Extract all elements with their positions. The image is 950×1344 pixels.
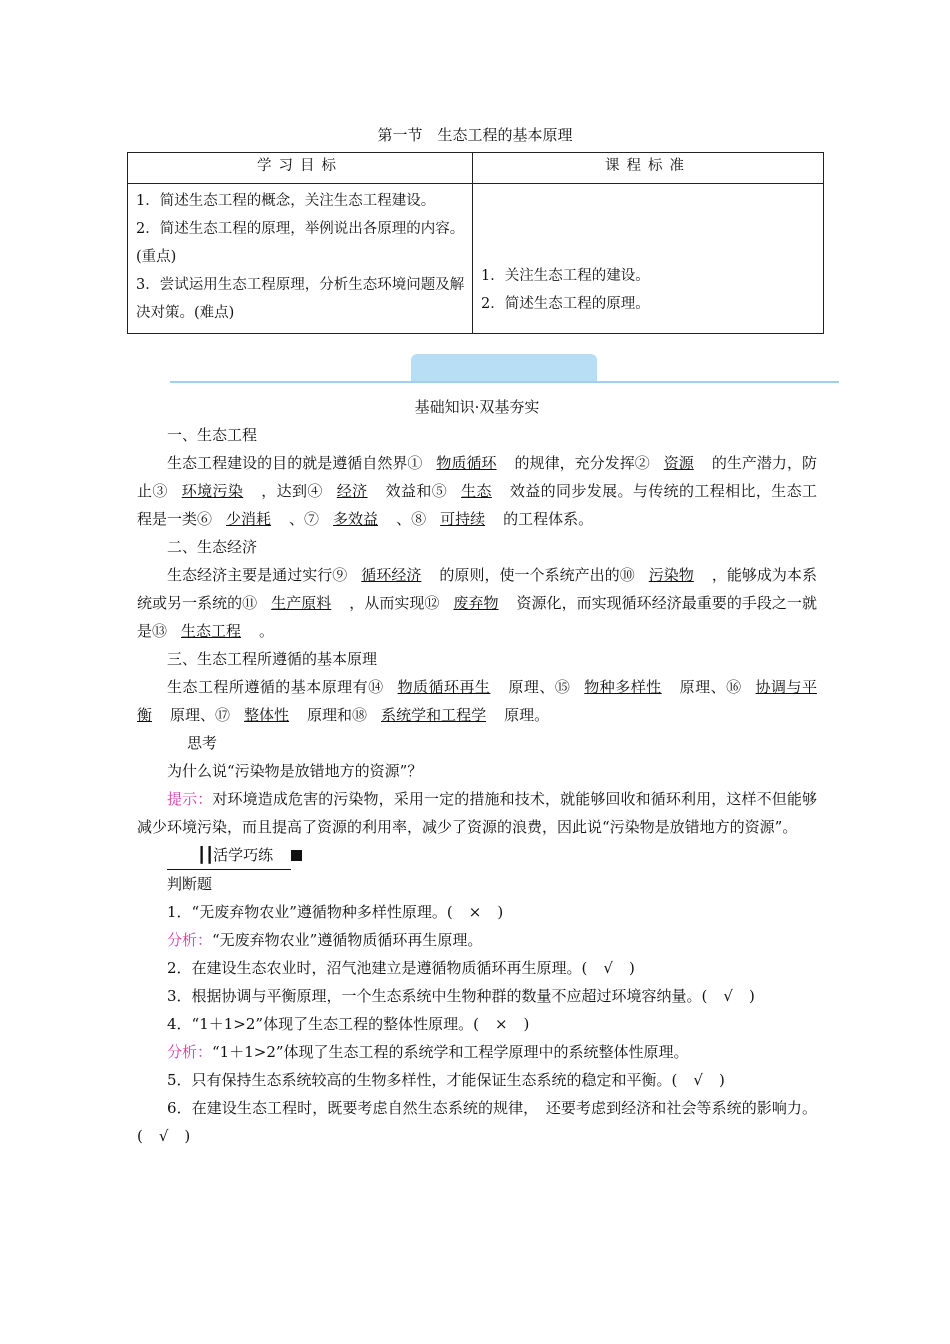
section-title: 基础知识·双基夯实 — [414, 398, 540, 416]
answer-mark: √ — [603, 959, 613, 977]
answer-blank: 污染物 — [648, 566, 694, 584]
square-icon — [291, 850, 302, 861]
objectives-table — [127, 152, 824, 334]
analysis-item: 分析：“1＋1>2”体现了生态工程的系统学和工程学原理中的系统整体性原理。 — [167, 1043, 689, 1061]
answer-mark: √ — [693, 1071, 703, 1089]
goal-item: 3．尝试运用生态工程原理，分析生态环境问题及解决对策。(难点) — [136, 277, 465, 321]
answer-blank: 循环经济 — [361, 566, 422, 584]
header-course-standards: 课程标准 — [473, 153, 824, 184]
heading-ecological-economy: 二、生态经济 — [167, 538, 258, 556]
goal-item: 2．简述生态工程的原理，举例说出各原理的内容。(重点) — [136, 221, 465, 265]
answer-blank: 少消耗 — [226, 510, 272, 528]
question-item: 2．在建设生态农业时，沼气池建立是遵循物质循环再生原理。( √ ) — [167, 959, 635, 977]
bars-icon: ┃┃ — [197, 846, 214, 864]
answer-mark: √ — [158, 1127, 169, 1145]
answer-blank: 物质循环 — [436, 454, 497, 472]
answer-mark: × — [468, 903, 482, 921]
question-type: 判断题 — [167, 875, 213, 893]
analysis-label: 分析： — [167, 1043, 213, 1061]
practice-heading: ┃┃活学巧练 — [137, 841, 817, 870]
answer-blank: 多效益 — [333, 510, 379, 528]
think-hint: 提示：对环境造成危害的污染物，采用一定的措施和技术，就能够回收和循环利用，这样不但能够减少环境污染，而且提高了资源的利用率，减少了资源的浪费，因此说“污染物是放错地方的资源”。 — [137, 790, 817, 836]
answer-blank: 生产原料 — [271, 594, 332, 612]
main-content — [137, 393, 817, 1150]
section-band-line — [170, 381, 839, 383]
paragraph-basic-principles: 生态工程所遵循的基本原理有⑭ 物质循环再生 原理、⑮ 物种多样性 原理、⑯ 协调与平衡 原理、⑰ 整体性 原理和⑱ 系统学和工程学 原理。 — [137, 678, 817, 724]
answer-blank: 资源 — [663, 454, 694, 472]
question-item: 4．“1＋1>2”体现了生态工程的整体性原理。( × ) — [167, 1015, 530, 1033]
think-question: 为什么说“污染物是放错地方的资源”？ — [167, 762, 423, 780]
question-item: 1．“无废弃物农业”遵循物种多样性原理。( × ) — [167, 903, 504, 921]
answer-blank: 生态工程 — [181, 622, 242, 640]
analysis-item: 分析：“无废弃物农业”遵循物质循环再生原理。 — [167, 931, 483, 949]
question-item: 6．在建设生态工程时，既要考虑自然生态系统的规律， 还要考虑到经济和社会等系统的影响力。( √ ) — [137, 1099, 817, 1145]
standard-item: 2．简述生态工程的原理。 — [481, 296, 650, 312]
think-label: 思考 — [187, 734, 218, 752]
page-title: 第一节 生态工程的基本原理 — [377, 126, 573, 144]
answer-blank: 协调与平衡 — [137, 678, 817, 724]
paragraph-ecological-economy: 生态经济主要是通过实行⑨ 循环经济 的原则，使一个系统产出的⑩ 污染物 ，能够成为本系统或另一系统的⑪ 生产原料 ，从而实现⑫ 废弃物 资源化，而实现循环经济最重要的手段之一就是⑬ 生态工程 。 — [137, 566, 817, 640]
section-band-tab — [411, 354, 597, 381]
question-item: 5．只有保持生态系统较高的生物多样性，才能保证生态系统的稳定和平衡。( √ ) — [167, 1071, 725, 1089]
paragraph-ecological-engineering: 生态工程建设的目的就是遵循自然界① 物质循环 的规律，充分发挥② 资源 的生产潜力，防止③ 环境污染 ，达到④ 经济 效益和⑤ 生态 效益的同步发展。与传统的工程相比，生态工程是一类⑥ 少消耗 、⑦ 多效益 、⑧ 可持续 的工程体系。 — [137, 454, 817, 528]
answer-mark: √ — [723, 987, 733, 1005]
question-item: 3．根据协调与平衡原理，一个生态系统中生物种群的数量不应超过环境容纳量。( √ ) — [167, 987, 755, 1005]
standard-item: 1．关注生态工程的建设。 — [481, 268, 650, 284]
answer-blank: 废弃物 — [453, 594, 499, 612]
header-learning-goals: 学习目标 — [128, 153, 473, 184]
course-standards-cell — [473, 184, 824, 334]
answer-blank: 可持续 — [440, 510, 486, 528]
answer-blank: 物种多样性 — [584, 678, 662, 696]
answer-blank: 生态 — [461, 482, 492, 500]
answer-blank: 经济 — [336, 482, 368, 500]
answer-blank: 环境污染 — [181, 482, 244, 500]
answer-blank: 物质循环再生 — [397, 678, 491, 696]
heading-basic-principles: 三、生态工程所遵循的基本原理 — [167, 650, 378, 668]
analysis-label: 分析： — [167, 931, 213, 949]
answer-blank: 系统学和工程学 — [381, 706, 487, 724]
goal-item: 1．简述生态工程的概念，关注生态工程建设。 — [136, 193, 436, 209]
answer-blank: 整体性 — [244, 706, 290, 724]
hint-label: 提示： — [167, 790, 213, 808]
heading-ecological-engineering: 一、生态工程 — [167, 426, 258, 444]
learning-goals-cell — [128, 184, 473, 334]
answer-mark: × — [494, 1015, 508, 1033]
